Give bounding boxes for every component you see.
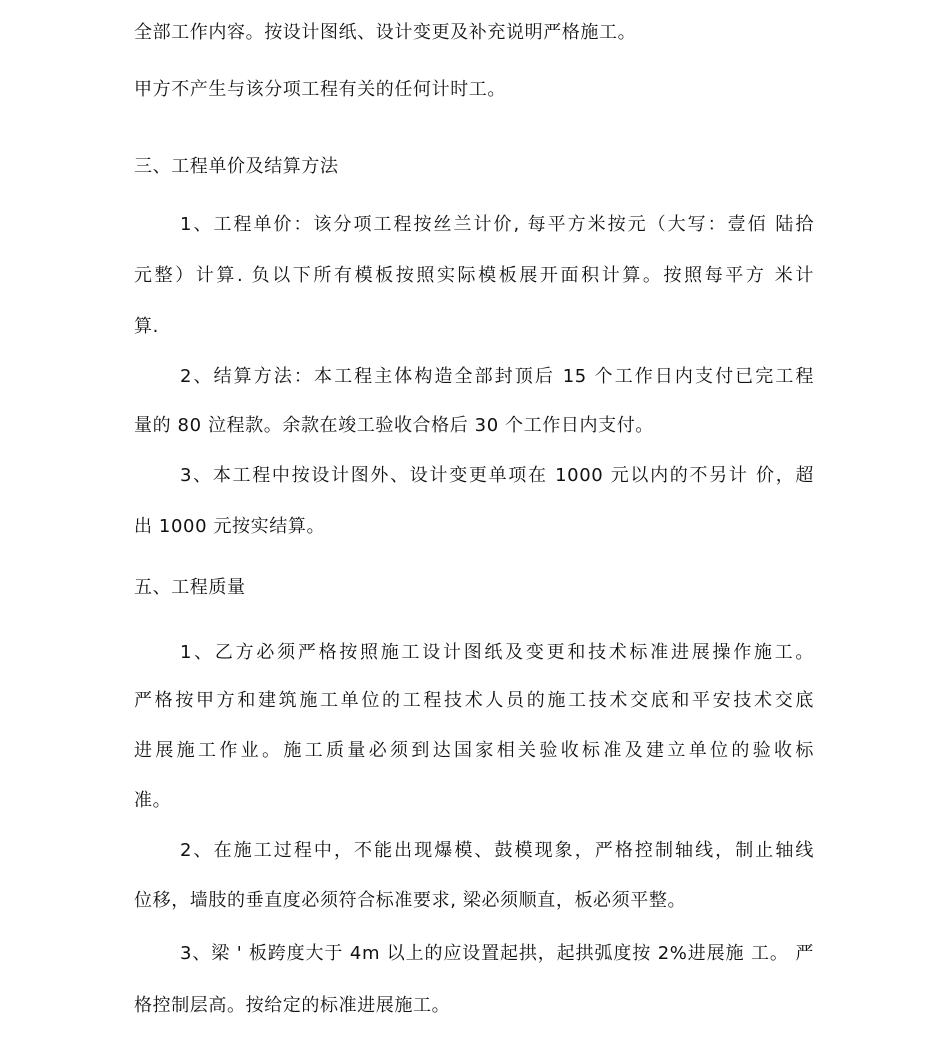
text-line: 3、梁 ' 板跨度大于 4m 以上的应设置起拱，起拱弧度按 2%进展施 工。 严 <box>180 943 814 964</box>
text-line: 3、本工程中按设计图外、设计变更单项在 1000 元以内的不另计 价，超 <box>180 465 814 486</box>
text-line: 2、在施工过程中，不能出现爆模、鼓模现象，严格控制轴线，制止轴线 <box>180 840 814 861</box>
text-line: 出 1000 元按实结算。 <box>134 516 326 537</box>
text-line: 元整）计算. 负以下所有模板按照实际模板展开面积计算。按照每平方 米计 <box>134 265 814 286</box>
section-heading: 三、工程单价及结算方法 <box>134 156 339 177</box>
text-line: 进展施工作业。施工质量必须到达国家相关验收标准及建立单位的验收标 <box>134 740 814 761</box>
text-line: 全部工作内容。按设计图纸、设计变更及补充说明严格施工。 <box>134 22 637 43</box>
text-line: 2、结算方法：本工程主体构造全部封顶后 15 个工作日内支付已完工程 <box>180 366 814 387</box>
text-line: 位移，墙肢的垂直度必须符合标准要求, 梁必须顺直，板必须平整。 <box>134 890 687 911</box>
text-line: 严格按甲方和建筑施工单位的工程技术人员的施工技术交底和平安技术交底 <box>134 690 814 711</box>
text-line: 量的 80 泣程款。余款在竣工验收合格后 30 个工作日内支付。 <box>134 415 654 436</box>
text-line: 格控制层高。按给定的标准进展施工。 <box>134 995 451 1016</box>
text-line: 1、工程单价：该分项工程按丝兰计价, 每平方米按元（大写：壹佰 陆拾 <box>180 214 814 235</box>
section-heading: 五、工程质量 <box>134 577 246 598</box>
text-line: 甲方不产生与该分项工程有关的任何计时工。 <box>134 79 506 100</box>
text-line: 1、乙方必须严格按照施工设计图纸及变更和技术标准进展操作施工。 <box>180 642 814 663</box>
text-line: 准。 <box>134 790 172 811</box>
text-line: 算. <box>134 316 159 337</box>
